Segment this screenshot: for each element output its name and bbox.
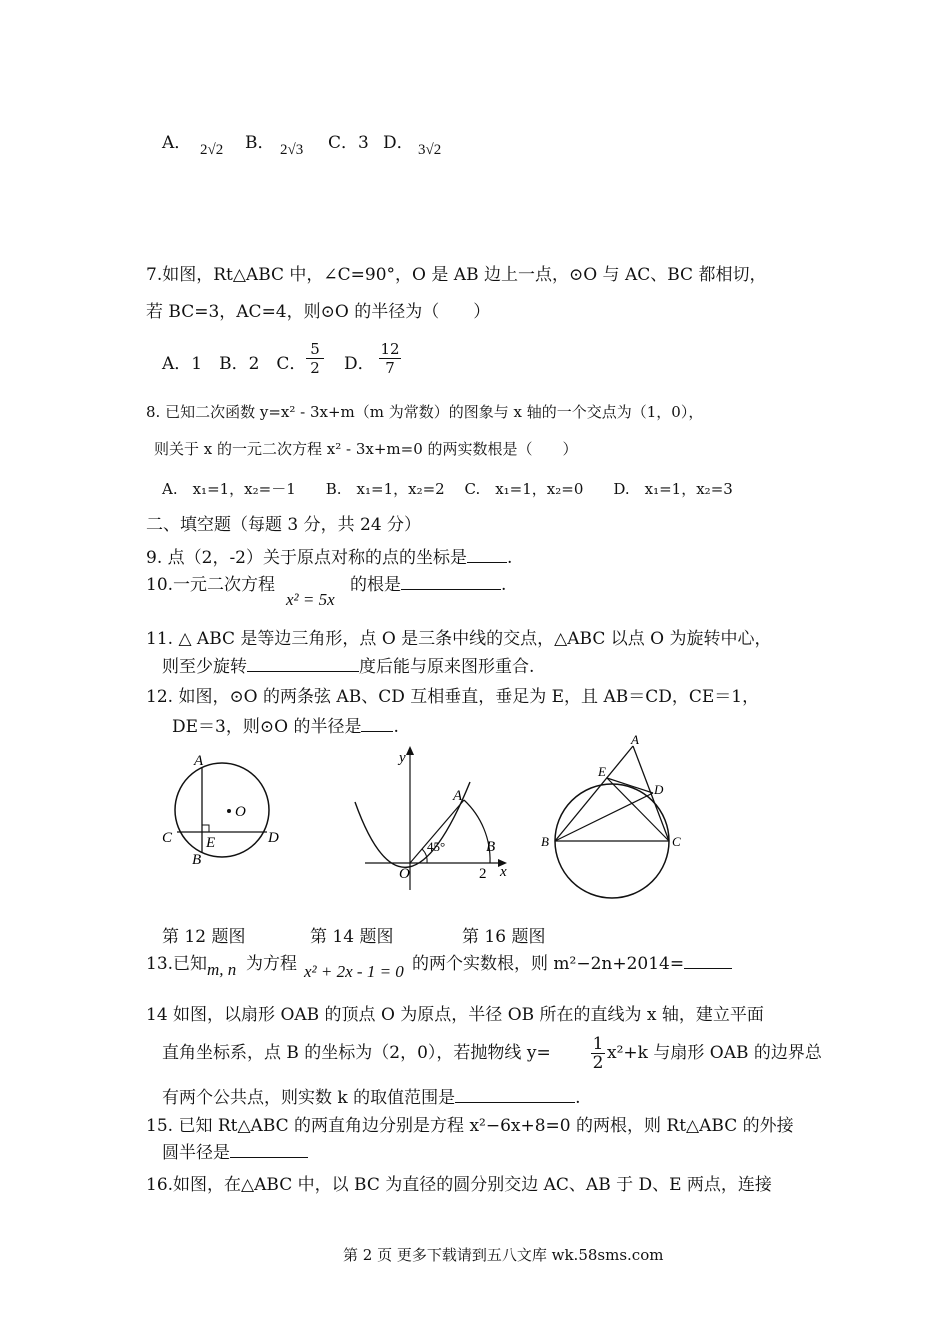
q13-line bbox=[412, 953, 732, 975]
q14-line3-pre: 有两个公共点，则实数 k 的取值范围是 bbox=[162, 1088, 456, 1108]
q12-blank bbox=[361, 731, 393, 732]
q7-fraction-d bbox=[379, 340, 401, 377]
fig16-label-b: B bbox=[541, 834, 549, 849]
fig12-circle bbox=[175, 763, 269, 857]
q13-mn: m, n bbox=[207, 960, 237, 979]
fig12-label-a: A bbox=[194, 753, 204, 769]
caption-fig14: 第 14 题图 bbox=[310, 927, 394, 947]
q7-d-numerator: 12 bbox=[380, 340, 400, 358]
q14-blank bbox=[455, 1102, 575, 1103]
q10-line bbox=[350, 574, 506, 596]
fig12-label-e: E bbox=[206, 835, 216, 851]
q7-line2: 若 BC=3，AC=4，则⊙O 的半径为（ ） bbox=[146, 302, 491, 322]
q11-line2-pre: 则至少旋转 bbox=[162, 657, 247, 677]
q6-option-a-label: A． bbox=[162, 133, 192, 153]
q7-c-denominator: 2 bbox=[306, 358, 324, 377]
q15-line2-text: 圆半径是 bbox=[162, 1143, 230, 1163]
q14-frac-den: 2 bbox=[592, 1053, 604, 1073]
q10-blank bbox=[401, 589, 501, 590]
q15-line1: 15. 已知 Rt△ABC 的两直角边分别是方程 x²−6x+8=0 的两根，则 Rt△ABC 的外接 bbox=[146, 1116, 794, 1136]
fig14-label-y: y bbox=[399, 750, 406, 766]
fig16-side-ab bbox=[555, 746, 633, 841]
q7-d-denominator: 7 bbox=[379, 358, 401, 377]
q6-option-c: C．3 bbox=[328, 133, 369, 153]
caption-fig12: 第 12 题图 bbox=[162, 927, 246, 947]
fig16-label-c: C bbox=[672, 834, 681, 849]
q8-line1: 8. 已知二次函数 y=x² - 3x+m（m 为常数）的图象与 x 轴的一个交点为（1，0）， bbox=[146, 403, 704, 421]
fig12-label-c: C bbox=[162, 830, 173, 846]
q13-blank bbox=[684, 968, 732, 969]
q13-pre: 13.已知 bbox=[146, 954, 208, 974]
fig16-label-e: E bbox=[598, 764, 606, 779]
q7-options-ab: A．1 B．2 C． bbox=[162, 354, 307, 374]
caption-fig16: 第 16 题图 bbox=[462, 927, 546, 947]
fig16-label-d: D bbox=[654, 782, 664, 797]
q9-blank bbox=[467, 562, 507, 563]
q10-pre: 10.一元二次方程 bbox=[146, 575, 276, 595]
fig12-center-dot bbox=[227, 809, 231, 813]
q14-line3 bbox=[162, 1087, 581, 1109]
q16-line1: 16.如图，在△ABC 中，以 BC 为直径的圆分别交边 AC、AB 于 D、E 两点，连接 bbox=[146, 1175, 772, 1195]
fig14-label-x: x bbox=[500, 864, 507, 880]
q12-line2-end: . bbox=[393, 717, 399, 737]
fig14-label-b: B bbox=[486, 839, 496, 855]
q6-option-d-label: D． bbox=[383, 133, 414, 153]
q8-options: A. x₁=1，x₂=－1 B. x₁=1，x₂=2 C. x₁=1，x₂=0 D. x₁=1，x₂=3 bbox=[162, 480, 733, 498]
q14-fraction bbox=[591, 1035, 605, 1072]
q11-blank bbox=[247, 671, 359, 672]
q11-line2 bbox=[162, 656, 534, 678]
q13-equation: x² + 2x - 1 = 0 bbox=[304, 962, 404, 981]
figure-12 bbox=[150, 745, 300, 875]
q14-line1: 14 如图，以扇形 OAB 的顶点 O 为原点，半径 OB 所在的直线为 x 轴，建立平面 bbox=[146, 1005, 764, 1025]
fig14-label-two: 2 bbox=[479, 866, 487, 882]
fig14-label-angle: 45° bbox=[427, 839, 446, 854]
q14-line2-post: x²+k 与扇形 OAB 的边界总 bbox=[607, 1043, 822, 1063]
q6-option-b-value: 2√3 bbox=[280, 142, 304, 158]
fig14-label-o: O bbox=[399, 866, 410, 882]
q15-line2 bbox=[162, 1142, 308, 1164]
q13-post: 的两个实数根，则 m²−2n+2014= bbox=[412, 954, 685, 974]
q7-c-numerator: 5 bbox=[310, 340, 320, 358]
fig12-label-o: O bbox=[235, 804, 246, 820]
fig16-label-a: A bbox=[631, 732, 639, 747]
q11-line2-post: 度后能与原来图形重合. bbox=[359, 657, 535, 677]
q10-post: 的根是 bbox=[350, 575, 401, 595]
q10-equation: x² = 5x bbox=[286, 590, 335, 609]
section-title: 二、填空题（每题 3 分，共 24 分） bbox=[146, 515, 422, 535]
q6-option-d-value: 3√2 bbox=[418, 142, 442, 158]
q7-line1: 7.如图，Rt△ABC 中，∠C=90°，O 是 AB 边上一点，⊙O 与 AC、BC 都相切， bbox=[146, 265, 767, 285]
q14-line2-pre: 直角坐标系，点 B 的坐标为（2，0），若抛物线 y= bbox=[162, 1043, 551, 1063]
fig14-y-arrow bbox=[406, 746, 414, 755]
q9-end: . bbox=[507, 548, 513, 568]
q9-text: 9. 点（2，-2）关于原点对称的点的坐标是 bbox=[146, 548, 467, 568]
q6-option-a-value: 2√2 bbox=[200, 142, 224, 158]
q7-option-d-label: D． bbox=[344, 354, 375, 374]
q15-blank bbox=[230, 1157, 308, 1158]
q7-fraction-c bbox=[306, 340, 324, 377]
page-footer: 第 2 页 更多下载请到五八文库 wk.58sms.com bbox=[343, 1246, 664, 1264]
q13-mid: 为方程 bbox=[246, 954, 297, 974]
q12-line2 bbox=[172, 716, 399, 738]
q10-end: . bbox=[501, 575, 507, 595]
fig12-label-d: D bbox=[268, 830, 279, 846]
figure-14 bbox=[345, 742, 520, 892]
q8-line2: 则关于 x 的一元二次方程 x² - 3x+m=0 的两实数根是（ ） bbox=[154, 440, 578, 458]
q9-line bbox=[146, 547, 512, 569]
q12-line1: 12. 如图，⊙O 的两条弦 AB、CD 互相垂直，垂足为 E，且 AB＝CD，CE＝1， bbox=[146, 687, 760, 707]
q12-line2-pre: DE＝3，则⊙O 的半径是 bbox=[172, 717, 362, 737]
q14-line3-end: . bbox=[575, 1088, 581, 1108]
fig16-segment-bd bbox=[555, 793, 653, 841]
q14-frac-num: 1 bbox=[592, 1034, 604, 1054]
fig14-label-a: A bbox=[453, 788, 463, 804]
fig12-right-angle bbox=[202, 825, 209, 832]
q6-option-b-label: B． bbox=[245, 133, 275, 153]
fig12-label-b: B bbox=[192, 852, 202, 868]
figure-16 bbox=[535, 732, 695, 900]
q11-line1: 11. △ ABC 是等边三角形，点 O 是三条中线的交点，△ABC 以点 O 为旋转中心， bbox=[146, 629, 772, 649]
